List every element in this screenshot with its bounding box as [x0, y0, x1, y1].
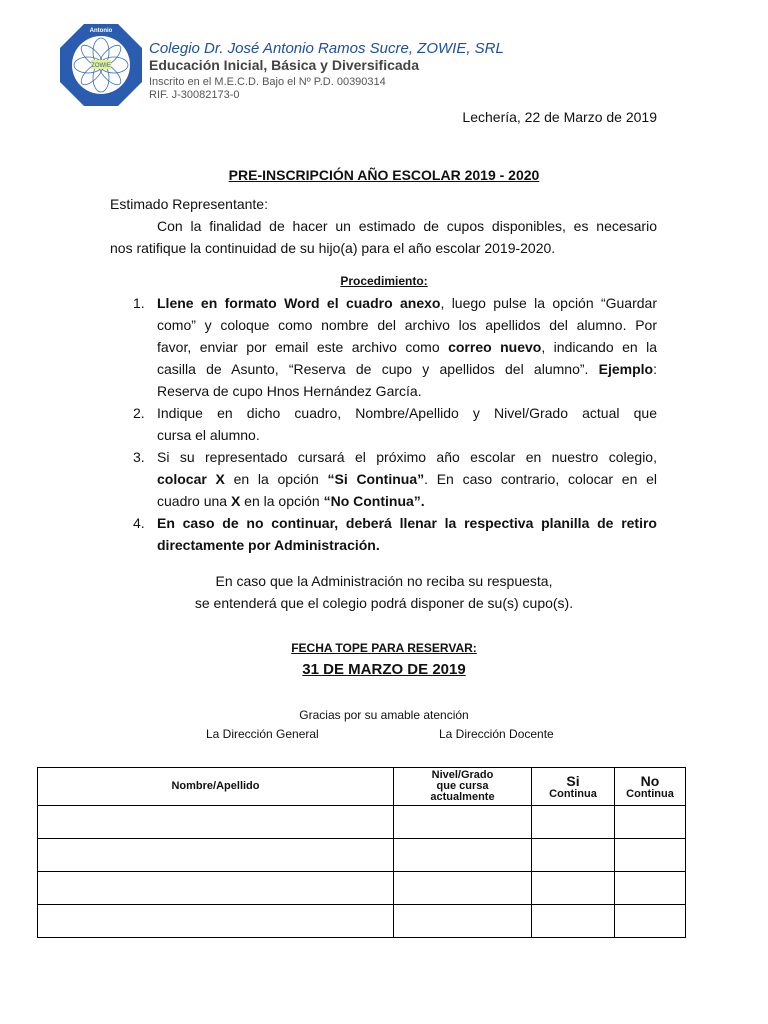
step-line [157, 490, 657, 512]
table-cell[interactable] [532, 872, 615, 905]
step-line [157, 534, 657, 556]
step-number: 1. [133, 295, 145, 311]
header-level [394, 768, 532, 806]
thanks: Gracias por su amable atención [299, 708, 469, 722]
text-segment: . En caso contrario, colocar en el [424, 471, 657, 487]
table-cell[interactable] [615, 806, 686, 839]
closing-line-1: En caso que la Administración no reciba su respuesta, [215, 573, 553, 589]
enrollment-table [37, 767, 686, 938]
school-registry: Inscrito en el M.E.C.D. Bajo el Nº P.D. 00390314 [149, 76, 386, 88]
header-level-2: que cursa [436, 780, 489, 792]
text-segment: como” y coloque como nombre del archivo los apellidos del alumno. Por [157, 317, 657, 333]
step-line [157, 292, 657, 314]
table-cell[interactable] [532, 839, 615, 872]
table-cell[interactable] [532, 806, 615, 839]
text-segment: X [230, 493, 241, 509]
step-line [157, 380, 657, 402]
text-segment: cuadro una [157, 493, 231, 509]
table-cell[interactable] [532, 905, 615, 938]
closing-line-2: se entenderá que el colegio podrá disponer de su(s) cupo(s). [194, 595, 574, 611]
school-name: Colegio Dr. José Antonio Ramos Sucre, ZOWIE, SRL [149, 40, 504, 57]
text-segment: “Si Continua” [327, 471, 425, 487]
step-line [157, 468, 657, 490]
step-line [157, 358, 657, 380]
signature-docente: La Dirección Docente [439, 727, 554, 741]
text-segment: Si su representado cursará el próximo año escolar en nuestro colegio, [157, 449, 657, 465]
intro-line [157, 215, 657, 237]
intro-line [110, 237, 600, 259]
text-segment: Reserva de cupo Hnos Hernández García. [157, 383, 422, 399]
text-segment: directamente por Administración. [157, 537, 380, 553]
step-line [157, 402, 657, 424]
svg-text:Antonio: Antonio [89, 28, 113, 34]
table-cell[interactable] [394, 905, 532, 938]
text-segment: colocar X [157, 471, 225, 487]
school-rif: RIF. J-30082173-0 [149, 89, 240, 101]
greeting: Estimado Representante: [110, 196, 268, 212]
step-line [157, 446, 657, 468]
header-si-1: Si [566, 772, 580, 789]
step-line [157, 336, 657, 358]
table-cell[interactable] [38, 905, 394, 938]
text-segment: Indique en dicho cuadro, Nombre/Apellido y Nivel/Grado actual que [157, 405, 657, 421]
text-segment: En caso de no continuar, deberá llenar la respectiva planilla de retiro [157, 515, 657, 531]
header-no [615, 768, 686, 806]
table-row [38, 839, 686, 872]
procedure-label: Procedimiento: [340, 274, 428, 288]
table-row [38, 872, 686, 905]
svg-text:ZOWIE: ZOWIE [91, 63, 111, 69]
letter-date: Lechería, 22 de Marzo de 2019 [462, 109, 657, 125]
table-cell[interactable] [38, 872, 394, 905]
text-segment: , luego pulse la opción “Guardar [440, 295, 657, 311]
step-number: 2. [133, 405, 145, 421]
text-segment: Llene en formato Word el cuadro anexo [157, 295, 441, 311]
table-cell[interactable] [394, 839, 532, 872]
text-segment: en la opción [240, 493, 324, 509]
step-number: 3. [133, 449, 145, 465]
step-line [157, 512, 657, 534]
text-segment: Ejemplo [598, 361, 654, 377]
header-level-1: Nivel/Grado [431, 769, 494, 781]
table-cell[interactable] [394, 806, 532, 839]
text-segment: “No Continua”. [323, 493, 425, 509]
table-cell[interactable] [615, 872, 686, 905]
step-number: 4. [133, 515, 145, 531]
text-segment: , indicando en la [541, 339, 658, 355]
school-logo [58, 22, 144, 108]
text-segment: Con la finalidad de hacer un estimado de cupos disponibles, es necesario [157, 218, 657, 234]
step-line [157, 424, 657, 446]
table-cell[interactable] [38, 806, 394, 839]
table-cell[interactable] [615, 839, 686, 872]
text-segment: correo nuevo [448, 339, 542, 355]
deadline-date: 31 DE MARZO DE 2019 [302, 661, 466, 678]
table-header-row [38, 768, 686, 806]
school-levels: Educación Inicial, Básica y Diversificada [149, 57, 420, 73]
text-segment: casilla de Asunto, “Reserva de cupo y apellidos del alumno”. [157, 361, 599, 377]
header-name: Nombre/Apellido [38, 768, 394, 806]
header-no-2: Continua [626, 787, 674, 800]
text-segment: favor, enviar por email este archivo como [157, 339, 449, 355]
deadline-label: FECHA TOPE PARA RESERVAR: [291, 641, 477, 655]
letter-title: PRE-INSCRIPCIÓN AÑO ESCOLAR 2019 - 2020 [228, 167, 540, 183]
table-cell[interactable] [615, 905, 686, 938]
header-no-1: No [640, 772, 660, 789]
text-segment: cursa el alumno. [157, 427, 260, 443]
header-level-3: actualmente [430, 791, 495, 803]
header-si-2: Continua [549, 787, 597, 800]
text-segment: nos ratifique la continuidad de su hijo(a) para el año escolar 2019-2020. [110, 240, 556, 256]
header-si [532, 768, 615, 806]
signature-general: La Dirección General [206, 727, 319, 741]
text-segment: : [653, 361, 657, 377]
table-cell[interactable] [394, 872, 532, 905]
table-cell[interactable] [38, 839, 394, 872]
text-segment: en la opción [224, 471, 328, 487]
table-row [38, 905, 686, 938]
table-row [38, 806, 686, 839]
step-line [157, 314, 657, 336]
